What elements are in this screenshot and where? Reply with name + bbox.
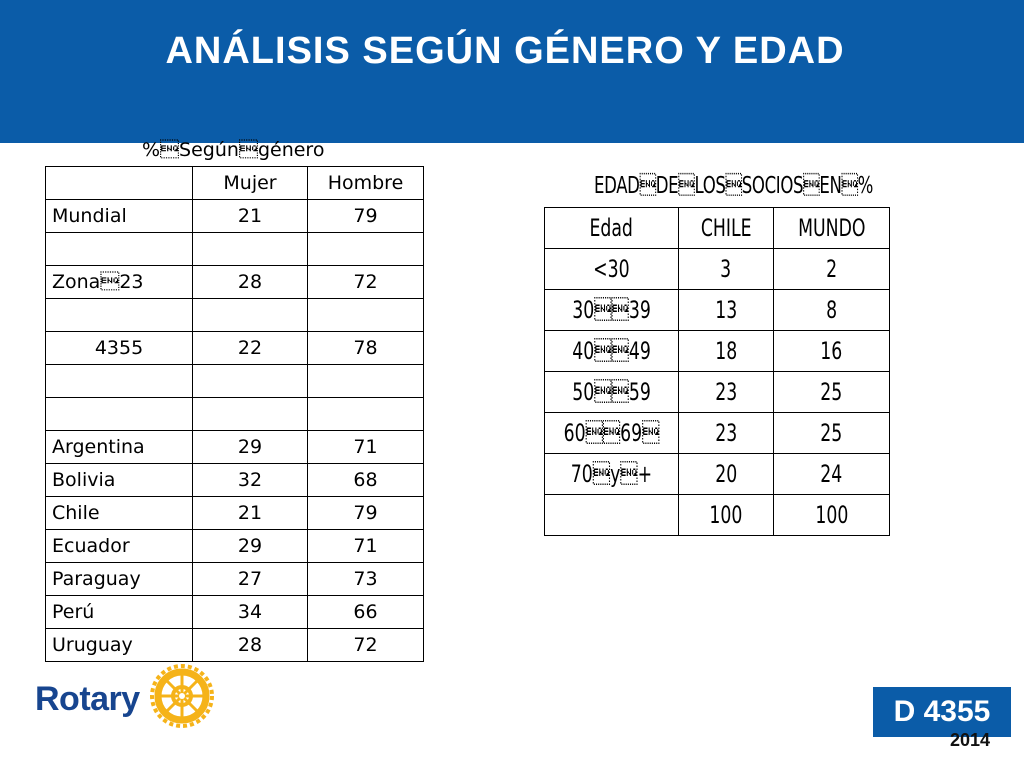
table-cell (545, 290, 679, 331)
table-cell (679, 372, 774, 413)
cell-text: 2 (826, 255, 838, 283)
table-row (46, 563, 424, 596)
row-label (46, 233, 193, 266)
cell-text: 18 (715, 337, 738, 365)
table-cell: 71 (308, 431, 424, 464)
column-header (679, 208, 774, 249)
table-cell (545, 331, 679, 372)
table-cell: 29 (193, 431, 308, 464)
column-header (46, 167, 193, 200)
table-cell: 78 (308, 332, 424, 365)
table-cell (308, 233, 424, 266)
age-table-caption: EDADDELOSSOCIOSEN% (594, 173, 874, 199)
table-cell (774, 372, 890, 413)
cell-text: <30 (593, 255, 630, 283)
row-label: Chile (46, 497, 193, 530)
cell-text: 5059 (572, 378, 651, 406)
table-cell (774, 454, 890, 495)
table-header-row (46, 167, 424, 200)
table-cell (545, 249, 679, 290)
cell-text: 100 (815, 501, 849, 529)
table-row (545, 495, 890, 536)
table-cell: 73 (308, 563, 424, 596)
row-label (46, 365, 193, 398)
table-cell: 71 (308, 530, 424, 563)
row-label: Ecuador (46, 530, 193, 563)
table-row (545, 249, 890, 290)
column-header (774, 208, 890, 249)
table-row (46, 299, 424, 332)
cell-text: 4049 (572, 337, 651, 365)
table-cell: 29 (193, 530, 308, 563)
table-cell: 28 (193, 266, 308, 299)
rotary-wheel-icon (148, 662, 216, 730)
table-row (46, 332, 424, 365)
slide-title: ANÁLISIS SEGÚN GÉNERO Y EDAD (165, 30, 845, 72)
table-row (46, 464, 424, 497)
table-cell (308, 299, 424, 332)
table-cell (679, 290, 774, 331)
table-cell: 22 (193, 332, 308, 365)
cell-text: 3039 (572, 296, 651, 324)
row-label: Bolivia (46, 464, 193, 497)
table-cell: 28 (193, 629, 308, 662)
row-label: Zona23 (46, 266, 193, 299)
table-row (46, 233, 424, 266)
row-label: 4355 (46, 332, 193, 365)
table-row (545, 454, 890, 495)
row-label: Perú (46, 596, 193, 629)
table-cell (193, 299, 308, 332)
table-cell (679, 249, 774, 290)
table-row (545, 413, 890, 454)
table-cell (774, 495, 890, 536)
gender-table (45, 166, 424, 662)
cell-text: MUNDO (797, 214, 866, 242)
cell-text: 23 (715, 378, 738, 406)
table-cell (545, 495, 679, 536)
cell-text: 24 (820, 460, 843, 488)
cell-text: 23 (715, 419, 738, 447)
table-cell (774, 331, 890, 372)
table-row (545, 331, 890, 372)
table-row (46, 497, 424, 530)
rotary-wordmark: Rotary (35, 680, 140, 718)
cell-text: 3 (720, 255, 732, 283)
column-header (545, 208, 679, 249)
table-row (545, 290, 890, 331)
cell-text: 6069 (563, 419, 660, 447)
row-label (46, 398, 193, 431)
table-row (46, 200, 424, 233)
table-header-row (545, 208, 890, 249)
table-cell (193, 233, 308, 266)
cell-text: 25 (820, 378, 843, 406)
table-cell: 34 (193, 596, 308, 629)
table-row (46, 266, 424, 299)
table-cell (679, 454, 774, 495)
table-cell: 68 (308, 464, 424, 497)
cell-text: CHILE (700, 214, 752, 242)
table-row (46, 365, 424, 398)
column-header: Mujer (193, 167, 308, 200)
table-row (46, 398, 424, 431)
age-table (544, 207, 890, 536)
table-cell (545, 413, 679, 454)
cell-text: 100 (709, 501, 743, 529)
table-cell (679, 495, 774, 536)
table-cell (774, 290, 890, 331)
table-cell: 72 (308, 629, 424, 662)
table-row (46, 530, 424, 563)
column-header: Hombre (308, 167, 424, 200)
table-cell (774, 413, 890, 454)
table-cell (545, 454, 679, 495)
row-label: Uruguay (46, 629, 193, 662)
cell-text: 70y+ (570, 460, 653, 488)
district-badge: D 4355 (873, 687, 1011, 737)
table-cell: 32 (193, 464, 308, 497)
cell-text: 8 (826, 296, 838, 324)
cell-text: 13 (715, 296, 738, 324)
table-cell: 21 (193, 497, 308, 530)
table-cell (308, 398, 424, 431)
row-label: Argentina (46, 431, 193, 464)
table-cell (545, 372, 679, 413)
table-cell: 72 (308, 266, 424, 299)
table-row (545, 372, 890, 413)
table-cell: 66 (308, 596, 424, 629)
table-cell (193, 365, 308, 398)
table-cell (308, 365, 424, 398)
cell-text: 25 (820, 419, 843, 447)
cell-text: 20 (715, 460, 738, 488)
year-label: 2014 (950, 730, 991, 750)
table-row (46, 431, 424, 464)
table-cell: 79 (308, 200, 424, 233)
gender-table-caption: %Segúngénero (142, 139, 325, 161)
table-row (46, 596, 424, 629)
table-cell (774, 249, 890, 290)
table-cell (679, 331, 774, 372)
row-label: Paraguay (46, 563, 193, 596)
table-cell: 79 (308, 497, 424, 530)
cell-text: Edad (589, 214, 634, 242)
table-cell: 21 (193, 200, 308, 233)
row-label (46, 299, 193, 332)
cell-text: 16 (820, 337, 843, 365)
row-label: Mundial (46, 200, 193, 233)
table-cell (679, 413, 774, 454)
table-row (46, 629, 424, 662)
table-cell (193, 398, 308, 431)
table-cell: 27 (193, 563, 308, 596)
